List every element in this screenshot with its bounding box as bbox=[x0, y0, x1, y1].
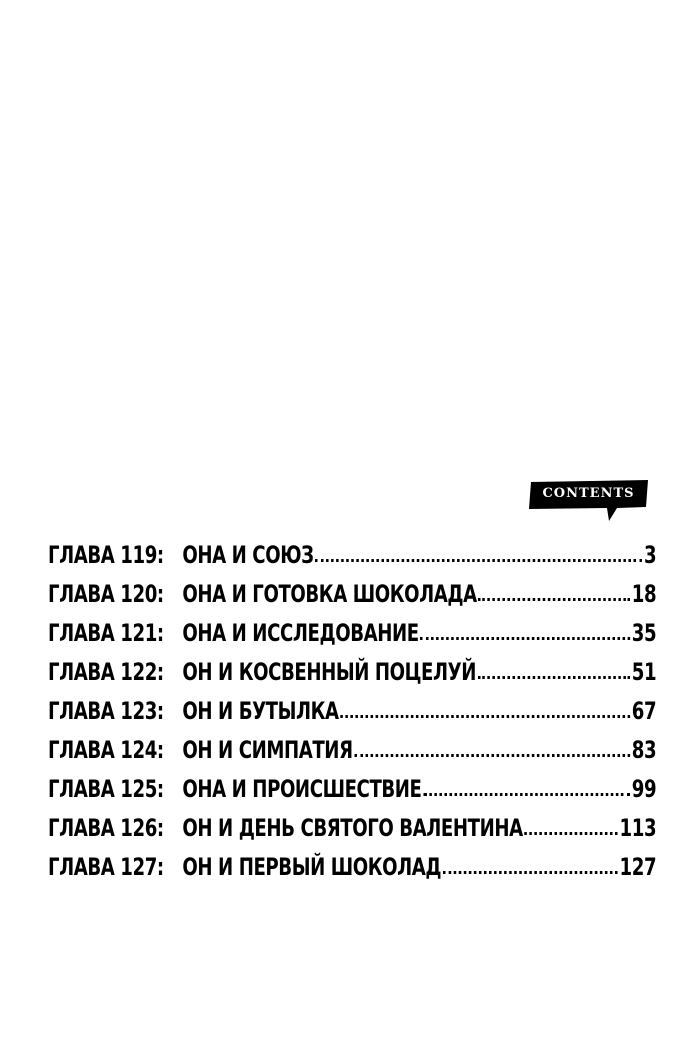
dot-leader bbox=[478, 598, 630, 601]
toc-entry[interactable] bbox=[48, 645, 656, 684]
contents-label: CONTENTS bbox=[542, 486, 635, 501]
toc-entry[interactable] bbox=[48, 801, 656, 840]
chapter-title: ОН И БУТЫЛКА bbox=[182, 697, 339, 725]
chapter-number: ГЛАВА 121: bbox=[48, 619, 164, 647]
chapter-title: ОН И ПЕРВЫЙ ШОКОЛАД bbox=[182, 853, 442, 881]
page-number: 67 bbox=[631, 697, 657, 725]
toc-entry[interactable] bbox=[48, 762, 656, 801]
chapter-title: ОНА И ГОТОВКА ШОКОЛАДА bbox=[182, 580, 477, 608]
page-number: 3 bbox=[643, 541, 657, 569]
dot-leader bbox=[315, 559, 642, 562]
chapter-number: ГЛАВА 127: bbox=[48, 853, 164, 881]
dot-leader bbox=[443, 871, 618, 874]
page-number: 18 bbox=[631, 580, 657, 608]
toc-entry[interactable] bbox=[48, 606, 656, 645]
dot-leader bbox=[524, 832, 617, 835]
page-number: 83 bbox=[631, 736, 657, 764]
chapter-title: ОН И КОСВЕННЫЙ ПОЦЕЛУЙ bbox=[182, 658, 477, 686]
chapter-title: ОНА И ИССЛЕДОВАНИЕ bbox=[182, 619, 419, 647]
contents-badge bbox=[527, 480, 650, 522]
dot-leader bbox=[478, 676, 630, 679]
toc-entry[interactable] bbox=[48, 684, 656, 723]
chapter-title: ОН И ДЕНЬ СВЯТОГО ВАЛЕНТИНА bbox=[182, 814, 523, 842]
dot-leader bbox=[423, 793, 630, 796]
chapter-number: ГЛАВА 124: bbox=[48, 736, 164, 764]
page-number: 51 bbox=[631, 658, 657, 686]
chapter-number: ГЛАВА 120: bbox=[48, 580, 164, 608]
chapter-title: ОН И СИМПАТИЯ bbox=[182, 736, 353, 764]
chapter-number: ГЛАВА 125: bbox=[48, 775, 164, 803]
dot-leader bbox=[354, 754, 630, 757]
page-number: 127 bbox=[619, 853, 657, 881]
chapter-number: ГЛАВА 119: bbox=[48, 541, 164, 569]
chapter-title: ОНА И ПРОИСШЕСТВИЕ bbox=[182, 775, 422, 803]
page-number: 113 bbox=[619, 814, 657, 842]
toc-entry[interactable] bbox=[48, 528, 656, 567]
chapter-number: ГЛАВА 126: bbox=[48, 814, 164, 842]
chapter-number: ГЛАВА 123: bbox=[48, 697, 164, 725]
toc-entry[interactable] bbox=[48, 840, 656, 879]
toc-entry[interactable] bbox=[48, 723, 656, 762]
dot-leader bbox=[340, 715, 630, 718]
toc-entry[interactable] bbox=[48, 567, 656, 606]
table-of-contents bbox=[48, 528, 656, 879]
chapter-title: ОНА И СОЮЗ bbox=[182, 541, 314, 569]
dot-leader bbox=[420, 637, 630, 640]
page-number: 35 bbox=[631, 619, 657, 647]
page-number: 99 bbox=[631, 775, 657, 803]
chapter-number: ГЛАВА 122: bbox=[48, 658, 164, 686]
